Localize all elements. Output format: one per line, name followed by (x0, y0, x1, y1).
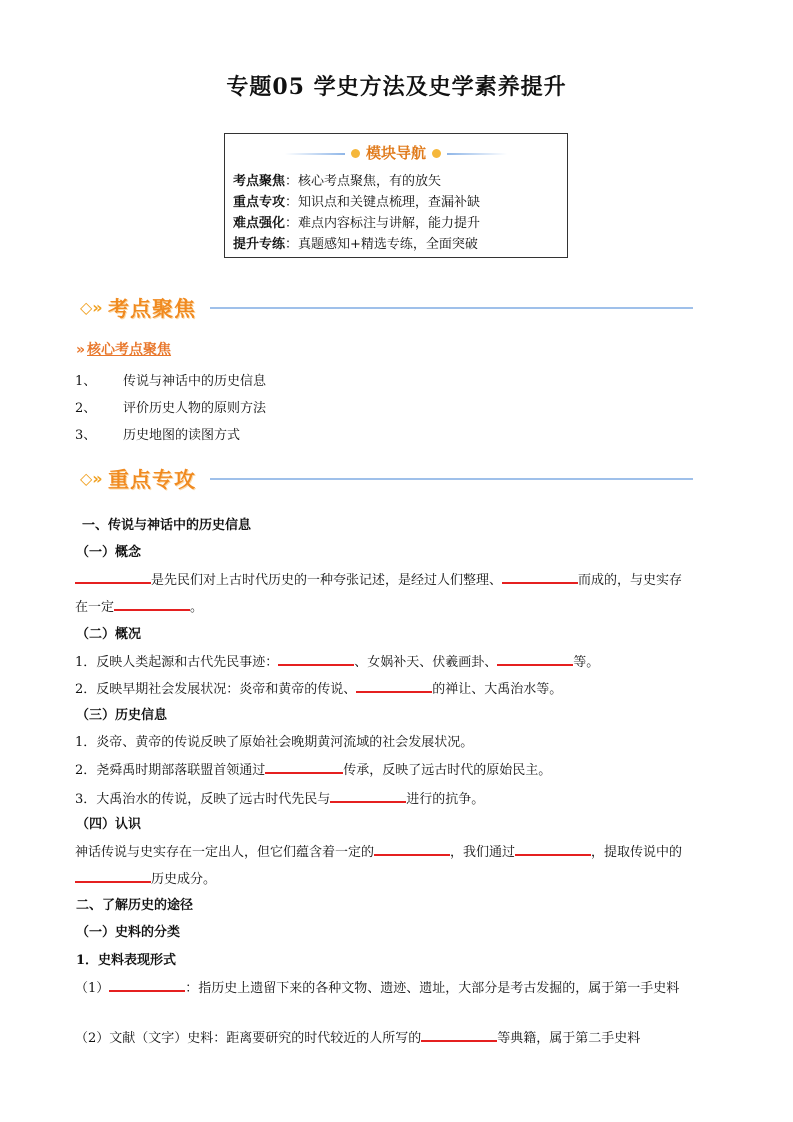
fill-blank[interactable] (421, 1026, 497, 1042)
section-title: 重点专攻 (108, 468, 196, 492)
paragraph: （2）文献（文字）史料：距离要研究的时代较近的人所写的 等典籍，属于第二手史料 (75, 1026, 640, 1046)
paragraph: 是先民们对上古时代历史的一种夸张记述，是经过人们整理、 而成的，与史实存 (75, 568, 682, 588)
fill-blank[interactable] (75, 867, 151, 883)
decor-dot-icon (351, 149, 360, 158)
heading-one: 一、传说与神话中的历史信息 (82, 518, 252, 533)
nav-heading (225, 142, 567, 163)
paragraph: 在一定 。 (75, 595, 203, 615)
banner-rule (210, 478, 693, 480)
nav-row: 重点专攻：知识点和关键点梳理，查漏补缺 (233, 195, 481, 210)
paragraph: 历史成分。 (75, 867, 216, 887)
list-item: 3、 历史地图的读图方式 (75, 428, 241, 443)
fill-blank[interactable] (278, 650, 354, 666)
section-title: 考点聚焦 (108, 297, 196, 321)
decor-dot-icon (432, 149, 441, 158)
subheading-concept: （一）概念 (76, 545, 142, 560)
list-item: 1、 传说与神话中的历史信息 (75, 374, 267, 389)
fill-blank[interactable] (356, 677, 432, 693)
page-title: 专题05 学史方法及史学素养提升 (226, 74, 567, 100)
paragraph: 2．反映早期社会发展状况：炎帝和黄帝的传说、 的禅让、大禹治水等。 (75, 677, 562, 697)
section-banner-kaodian (78, 292, 693, 322)
double-chevron-icon: ◇» (80, 469, 103, 488)
subheading-overview: （二）概况 (76, 627, 142, 642)
decor-line-right (447, 153, 507, 155)
nav-heading-text: 模块导航 (365, 144, 426, 162)
paragraph: （1） ：指历史上遗留下来的各种文物、遗迹、遗址，大部分是考古发掘的，属于第一手史料 (75, 976, 679, 996)
subheading-forms: 1．史料表现形式 (76, 953, 177, 968)
subheading-understanding: （四）认识 (76, 817, 142, 832)
sub-heading: » 核心考点聚焦 (76, 342, 172, 358)
list-item: 2、 评价历史人物的原则方法 (75, 401, 267, 416)
fill-blank[interactable] (114, 595, 190, 611)
nav-row: 难点强化：难点内容标注与讲解，能力提升 (233, 216, 481, 231)
fill-blank[interactable] (330, 787, 406, 803)
double-arrow-icon: » (76, 342, 86, 358)
fill-blank[interactable] (75, 568, 151, 584)
decor-line-left (285, 153, 345, 155)
double-chevron-icon: ◇» (80, 298, 103, 317)
fill-blank[interactable] (109, 976, 185, 992)
paragraph: 2．尧舜禹时期部落联盟首领通过 传承，反映了远古时代的原始民主。 (75, 758, 551, 778)
banner-rule (210, 307, 693, 309)
section-banner-zhongdian (78, 463, 693, 493)
subheading-classification: （一）史料的分类 (76, 925, 181, 940)
paragraph: 神话传说与史实存在一定出人，但它们蕴含着一定的 ，我们通过 ，提取传说中的 (75, 840, 682, 860)
nav-row: 提升专练：真题感知+精选专练，全面突破 (233, 237, 478, 252)
paragraph: 1．反映人类起源和古代先民事迹： 、女娲补天、伏羲画卦、 等。 (75, 650, 599, 670)
fill-blank[interactable] (515, 840, 591, 856)
module-navigation-box (224, 133, 568, 258)
fill-blank[interactable] (497, 650, 573, 666)
fill-blank[interactable] (502, 568, 578, 584)
heading-two: 二、了解历史的途径 (76, 898, 194, 913)
subheading-history-info: （三）历史信息 (76, 708, 168, 723)
fill-blank[interactable] (265, 758, 343, 774)
paragraph: 3．大禹治水的传说，反映了远古时代先民与 进行的抗争。 (75, 787, 484, 807)
nav-row: 考点聚焦：核心考点聚焦，有的放矢 (233, 174, 442, 189)
fill-blank[interactable] (374, 840, 450, 856)
paragraph: 1．炎帝、黄帝的传说反映了原始社会晚期黄河流域的社会发展状况。 (75, 735, 474, 750)
